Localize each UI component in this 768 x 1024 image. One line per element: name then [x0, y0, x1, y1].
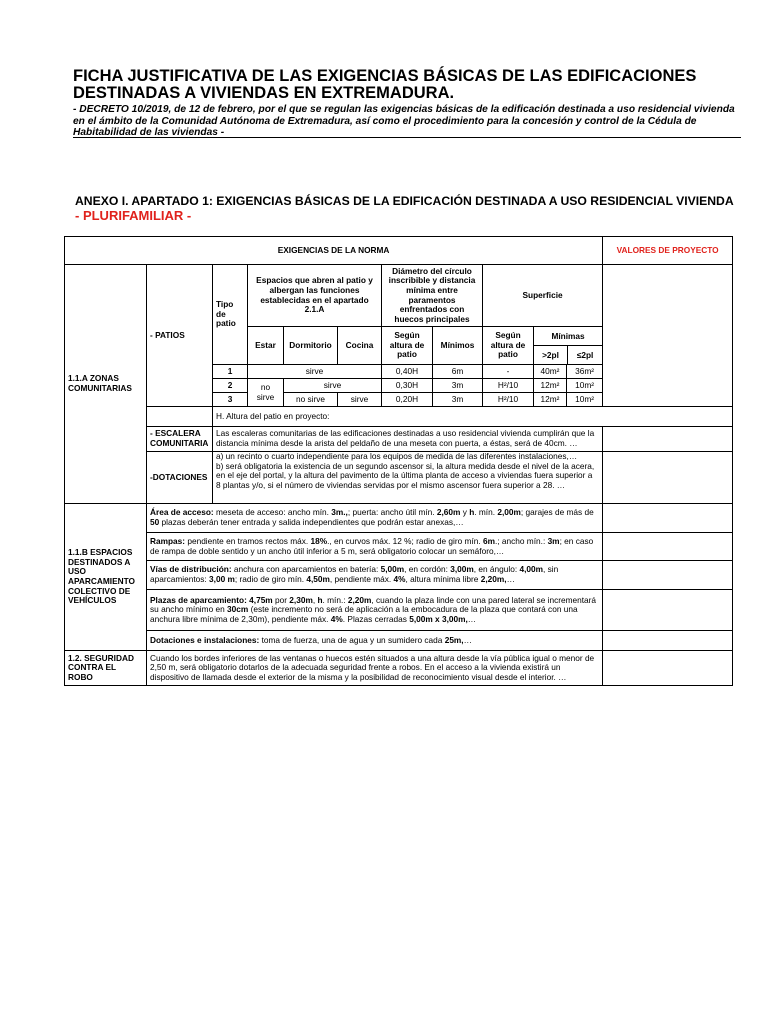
- text-span: 25m,: [444, 634, 464, 645]
- dormitorio-header: Dormitorio: [284, 327, 338, 365]
- dotaciones-instalaciones-label: Dotaciones e instalaciones:: [150, 634, 260, 645]
- patio-le2: 10m²: [567, 393, 603, 407]
- dotaciones-b: b) será obligatoria la existencia de un segundo ascensor si, la altura medida desde el nivel de la acera, en el eje del portal, y la altura del pavimento de la última planta de acceso a viviendas fuera superior a 8 plantas y/o, si el número de viviendas servidas por el mismo ascensor fuera superior a 28. …: [216, 460, 595, 490]
- dotaciones-label: -DOTACIONES: [147, 452, 213, 504]
- text-span: , altura mínima libre: [405, 574, 481, 584]
- text-span: .; ancho mín.:: [494, 535, 548, 546]
- patios-label: - PATIOS: [147, 265, 213, 407]
- patio-tipo: 2: [213, 379, 248, 393]
- patio-gt2: 12m²: [534, 393, 567, 407]
- escalera-text: Las escaleras comunitarias de las edificaciones destinadas a uso residencial vivienda cumplirán que la distancia mínima desde la arista del peldaño de una meseta con puerta, a éstas, será de 40cm. …: [213, 427, 603, 452]
- patio-height-note: H. Altura del patio en proyecto:: [213, 407, 733, 427]
- patio-sup-segun: H²/10: [483, 393, 534, 407]
- vias-text: [147, 561, 603, 590]
- text-span: 2,20m: [347, 594, 372, 605]
- patio-note-spacer: [147, 407, 213, 427]
- area-acceso-row: [65, 504, 733, 533]
- section-vehiculos: 1.1.B ESPACIOS DESTINADOS A USO APARCAMIENTO COLECTIVO DE VEHÍCULOS: [65, 504, 147, 651]
- rampas-row: [65, 533, 733, 561]
- robo-row: [65, 651, 733, 686]
- section-robo: 1.2. SEGURIDAD CONTRA EL ROBO: [65, 651, 147, 686]
- text-span: , en ángulo:: [473, 564, 520, 575]
- escalera-label: - ESCALERA COMUNITARIA: [147, 427, 213, 452]
- patio-estar-no-sirve: no sirve: [248, 379, 284, 407]
- text-span: 3m.,: [331, 507, 348, 518]
- annex-heading: [75, 194, 745, 224]
- patio-segun: 0,20H: [382, 393, 433, 407]
- patio-min: 3m: [433, 393, 483, 407]
- text-span: ; garajes de más de: [520, 507, 594, 518]
- text-span: 4,75m: [249, 594, 273, 605]
- annex-subtitle: - PLURIFAMILIAR -: [75, 208, 192, 223]
- document-title: FICHA JUSTIFICATIVA DE LAS EXIGENCIAS BÁSICAS DE LAS EDIFICACIONES DESTINADAS A VIVIENDAS EN EXTREMADURA.: [73, 67, 697, 102]
- text-span: 2,20m,: [480, 574, 507, 584]
- dotaciones-text: [213, 452, 603, 504]
- text-span: , cuando la plaza linde con una pared lateral se incrementará su ancho mínimo en: [150, 594, 597, 615]
- valor-dotaciones-instalaciones: [603, 631, 733, 651]
- valor-area-acceso: [603, 504, 733, 533]
- rampas-text: [147, 533, 603, 561]
- document-header: [73, 68, 741, 139]
- patio-min: 3m: [433, 379, 483, 393]
- text-span: ,: [312, 594, 318, 605]
- gt2pl-header: >2pl: [534, 346, 568, 364]
- patio-sup-segun: -: [483, 365, 534, 379]
- espacios-header: Espacios que abren al patio y albergan las funciones establecidas en el apartado 2.1.A: [248, 265, 382, 327]
- header-divider: [73, 137, 741, 138]
- patio-espacios: sirve: [248, 365, 382, 379]
- text-span: 50: [150, 517, 160, 527]
- vias-row: [65, 561, 733, 590]
- document-subtitle: - DECRETO 10/2019, de 12 de febrero, por el que se regulan las exigencias básicas de la edificación destinada a uso residencial vivienda en el ámbito de la Comunidad Autónoma de Extremadura, así como el procedimiento para la concesión y control de la Cédula de Habitabilidad de las viviendas -: [73, 104, 735, 138]
- patio-tipo: 3: [213, 393, 248, 407]
- le2pl-header: ≤2pl: [576, 350, 594, 360]
- rampas-label: Rampas:: [150, 535, 186, 546]
- text-span: 4%: [393, 574, 406, 584]
- text-span: ; puerta: ancho útil mín.: [347, 507, 437, 518]
- text-span: 2,00m: [497, 507, 521, 518]
- segun-altura-header: Según altura de patio: [382, 327, 433, 365]
- text-span: por: [272, 594, 290, 605]
- text-span: anchura con aparcamientos en batería:: [231, 564, 381, 575]
- superficie-header: Superficie: [483, 265, 603, 327]
- tipo-patio-header: Tipo de patio: [213, 265, 248, 365]
- valor-robo: [603, 651, 733, 686]
- dotaciones-instalaciones-text: [147, 631, 603, 651]
- requirements-table: [64, 236, 733, 686]
- robo-text: Cuando los bordes inferiores de las ventanas o huecos estén situados a una altura desde la vía pública igual o menor de 2,50 m, será obligatorio dotarlos de la adecuada seguridad frente a robos. En el acceso a la vivienda existirá un dispositivo de llamada desde el exterior de la misma y la posibilidad de reconocimiento visual desde el interior. …: [147, 651, 603, 686]
- text-span: ., en curvos máx. 12 %; radio de giro mín.: [327, 535, 483, 546]
- text-span: 4,00m: [519, 564, 543, 575]
- dotaciones-a: a) un recinto o cuarto independiente para los equipos de medida de las diferentes instalaciones,…: [216, 451, 578, 461]
- patios-header-row: [65, 265, 733, 327]
- text-span: 3m: [547, 535, 560, 546]
- valor-dotaciones: [603, 452, 733, 504]
- text-span: meseta de acceso: ancho mín.: [213, 507, 332, 518]
- text-span: 18%: [310, 535, 328, 546]
- header-valores: VALORES DE PROYECTO: [603, 237, 733, 265]
- text-span: . mín.: [474, 507, 498, 518]
- valor-plazas: [603, 590, 733, 631]
- text-span: 4,50m: [306, 574, 330, 584]
- estar-header: Estar: [248, 327, 284, 365]
- sup-segun-altura-header: Según altura de patio: [483, 327, 534, 365]
- table-header-row: [65, 237, 733, 265]
- diametro-header: Diámetro del círculo inscribible y distancia mínima entre paramentos enfrentados con huecos principales: [382, 265, 483, 327]
- text-span: , en cordón:: [404, 564, 451, 575]
- minimas-header: Mínimas: [534, 327, 602, 346]
- patio-min: 6m: [433, 365, 483, 379]
- text-span: 4%: [330, 613, 343, 624]
- patio-gt2: 12m²: [534, 379, 567, 393]
- patio-dormitorio: no sirve: [284, 393, 338, 407]
- text-span: y: [460, 507, 470, 518]
- text-span: . Plazas cerradas: [342, 613, 410, 624]
- text-span: (este incremento no será de aplicación a la embocadura de la plaza que contará con una anchura libre mínima de 2,30m), pendiente máx.: [150, 604, 578, 624]
- text-span: pendiente en tramos rectos máx.: [185, 535, 311, 546]
- text-span: 3,00 m: [209, 574, 235, 584]
- plazas-row: [65, 590, 733, 631]
- area-acceso-text: [147, 504, 603, 533]
- patio-gt2: 40m²: [534, 365, 567, 379]
- minimas-subheader: [534, 346, 602, 364]
- text-span: 6m: [482, 535, 495, 546]
- text-span: 2,30m: [289, 594, 313, 605]
- text-span: …: [463, 634, 472, 645]
- valor-patios: [603, 265, 733, 407]
- text-span: toma de fuerza, una de agua y un sumidero cada: [259, 634, 445, 645]
- patio-espacios: sirve: [284, 379, 382, 393]
- text-span: …: [506, 574, 515, 584]
- vias-label: Vías de distribución:: [150, 564, 232, 575]
- patio-tipo: 1: [213, 365, 248, 379]
- text-span: . mín.:: [322, 594, 348, 605]
- patio-cocina: sirve: [338, 393, 382, 407]
- plazas-text: [147, 590, 603, 631]
- text-span: plazas deberán tener entrada y salida independientes que podrán estar anexas,…: [159, 517, 464, 527]
- patio-segun: 0,30H: [382, 379, 433, 393]
- patio-le2: 10m²: [567, 379, 603, 393]
- cocina-header: Cocina: [338, 327, 382, 365]
- text-span: ; radio de giro mín.: [234, 574, 307, 584]
- header-norma: EXIGENCIAS DE LA NORMA: [65, 237, 603, 265]
- minimos-header: Mínimos: [433, 327, 483, 365]
- plazas-label: Plazas de aparcamiento:: [150, 594, 247, 605]
- patio-segun: 0,40H: [382, 365, 433, 379]
- text-span: , pendiente máx.: [329, 574, 394, 584]
- text-span: , sin aparcamientos:: [150, 564, 559, 584]
- patio-sup-segun: H²/10: [483, 379, 534, 393]
- patio-le2: 36m²: [567, 365, 603, 379]
- annex-title: ANEXO I. APARTADO 1: EXIGENCIAS BÁSICAS DE LA EDIFICACIÓN DESTINADA A USO RESIDENCIAL VIVIENDA: [75, 194, 734, 208]
- dotaciones-row: [65, 452, 733, 504]
- dotaciones-instalaciones-row: [65, 631, 733, 651]
- text-span: 5,00m: [380, 564, 405, 575]
- escalera-row: [65, 427, 733, 452]
- patio-height-row: [65, 407, 733, 427]
- text-span: h: [317, 594, 323, 605]
- text-span: h: [469, 507, 475, 518]
- valor-vias: [603, 561, 733, 590]
- text-span: 3,00m: [450, 564, 474, 575]
- minimas-header-cell: [534, 327, 603, 365]
- text-span: 5,00m x 3,00m,: [409, 613, 468, 624]
- text-span: 2,60m: [436, 507, 461, 518]
- valor-rampas: [603, 533, 733, 561]
- area-acceso-label: Área de acceso:: [150, 507, 214, 518]
- text-span: …: [467, 613, 477, 624]
- text-span: ; en caso de rampa de doble sentido y un ancho útil inferior a 5 m, será obligatorio colocar un semáforo,…: [150, 535, 594, 556]
- section-zonas-comunitarias: 1.1.A ZONAS COMUNITARIAS: [65, 265, 147, 504]
- text-span: 30cm: [227, 604, 249, 615]
- valor-escalera: [603, 427, 733, 452]
